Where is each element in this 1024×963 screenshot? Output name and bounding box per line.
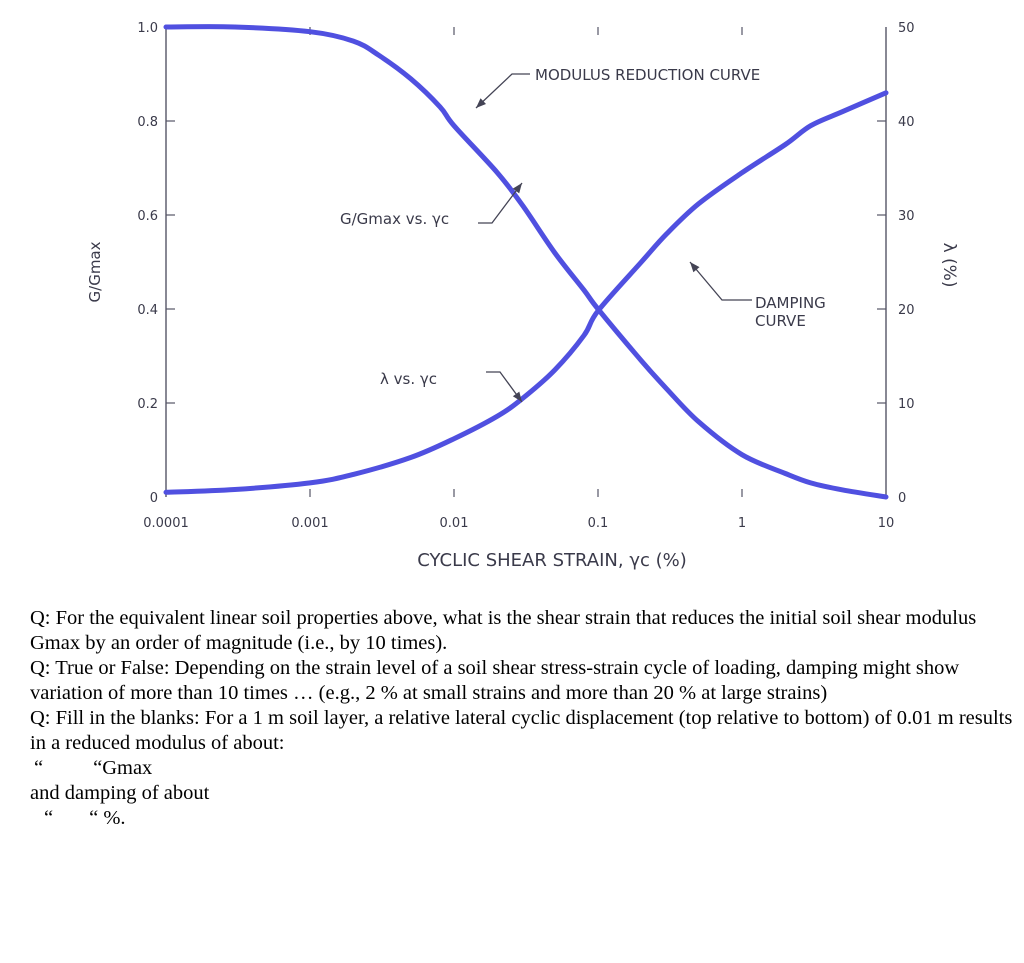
right-y-tick-label: 30 (898, 209, 915, 224)
blank-2-percent: “ %. (89, 807, 126, 829)
chart-series (166, 27, 886, 497)
left-y-tick-label: 0.2 (137, 397, 158, 412)
question-3-mid: and damping of about (30, 782, 210, 804)
x-axis-label: CYCLIC SHEAR STRAIN, γc (%) (417, 550, 687, 571)
left-y-tick-label: 0.8 (137, 115, 158, 130)
x-axis-ticks (143, 27, 894, 531)
x-tick-label: 0.0001 (143, 516, 189, 531)
question-3: Q: Fill in the blanks: For a 1 m soil layer, a relative lateral cyclic displacement (top relative to bottom) of 0.01 m results in a reduced modulus of about: (30, 707, 1013, 754)
right-y-tick-label: 20 (898, 303, 915, 318)
x-tick-label: 0.001 (291, 516, 329, 531)
right-y-tick-label: 10 (898, 397, 915, 412)
modulus-curve-label: MODULUS REDUCTION CURVE (535, 66, 761, 84)
left-y-axis-label: G/Gmax (86, 241, 104, 303)
left-y-tick-label: 0 (149, 491, 158, 506)
modulus-vs-label: G/Gmax vs. γc (340, 210, 450, 228)
damping-curve-leader (690, 262, 752, 300)
left-y-tick-label: 1.0 (137, 21, 158, 36)
damping-vs-label: λ vs. γc (380, 370, 437, 388)
question-2: Q: True or False: Depending on the strain level of a soil shear stress-strain cycle of loading, damping might show variation of more than 10 times … (e.g., 2 % at small strains and more than 20 % at large strains) (30, 657, 960, 704)
x-tick-label: 0.1 (587, 516, 609, 531)
blank-line-1 (30, 756, 1020, 781)
left-y-tick-label: 0.6 (137, 209, 158, 224)
question-1: Q: For the equivalent linear soil properties above, what is the shear strain that reduces the initial soil shear modulus Gmax by an order of magnitude (i.e., by 10 times). (30, 607, 977, 654)
right-y-tick-label: 50 (898, 21, 915, 36)
right-y-tick-label: 40 (898, 115, 915, 130)
left-y-axis-ticks (137, 21, 175, 506)
x-tick-label: 10 (877, 516, 895, 531)
blank-2-open-quote: “ (44, 807, 54, 829)
blank-1-gmax: “Gmax (93, 757, 153, 779)
x-tick-label: 1 (737, 516, 747, 531)
right-y-tick-label: 0 (898, 491, 907, 506)
questions-block (30, 606, 1020, 831)
chart-axes (166, 27, 886, 497)
chart-annotations (476, 74, 752, 402)
damping-curve-label-1: DAMPING (755, 294, 826, 312)
blank-1-open-quote: “ (34, 757, 44, 779)
blank-line-2 (30, 806, 1020, 831)
left-y-tick-label: 0.4 (137, 303, 158, 318)
damping-curve-label-2: CURVE (755, 312, 806, 330)
x-tick-label: 0.01 (439, 516, 469, 531)
right-y-axis-label: λ (%) (939, 242, 959, 288)
damping-curve (166, 93, 886, 493)
modulus-reduction-curve (166, 27, 886, 497)
